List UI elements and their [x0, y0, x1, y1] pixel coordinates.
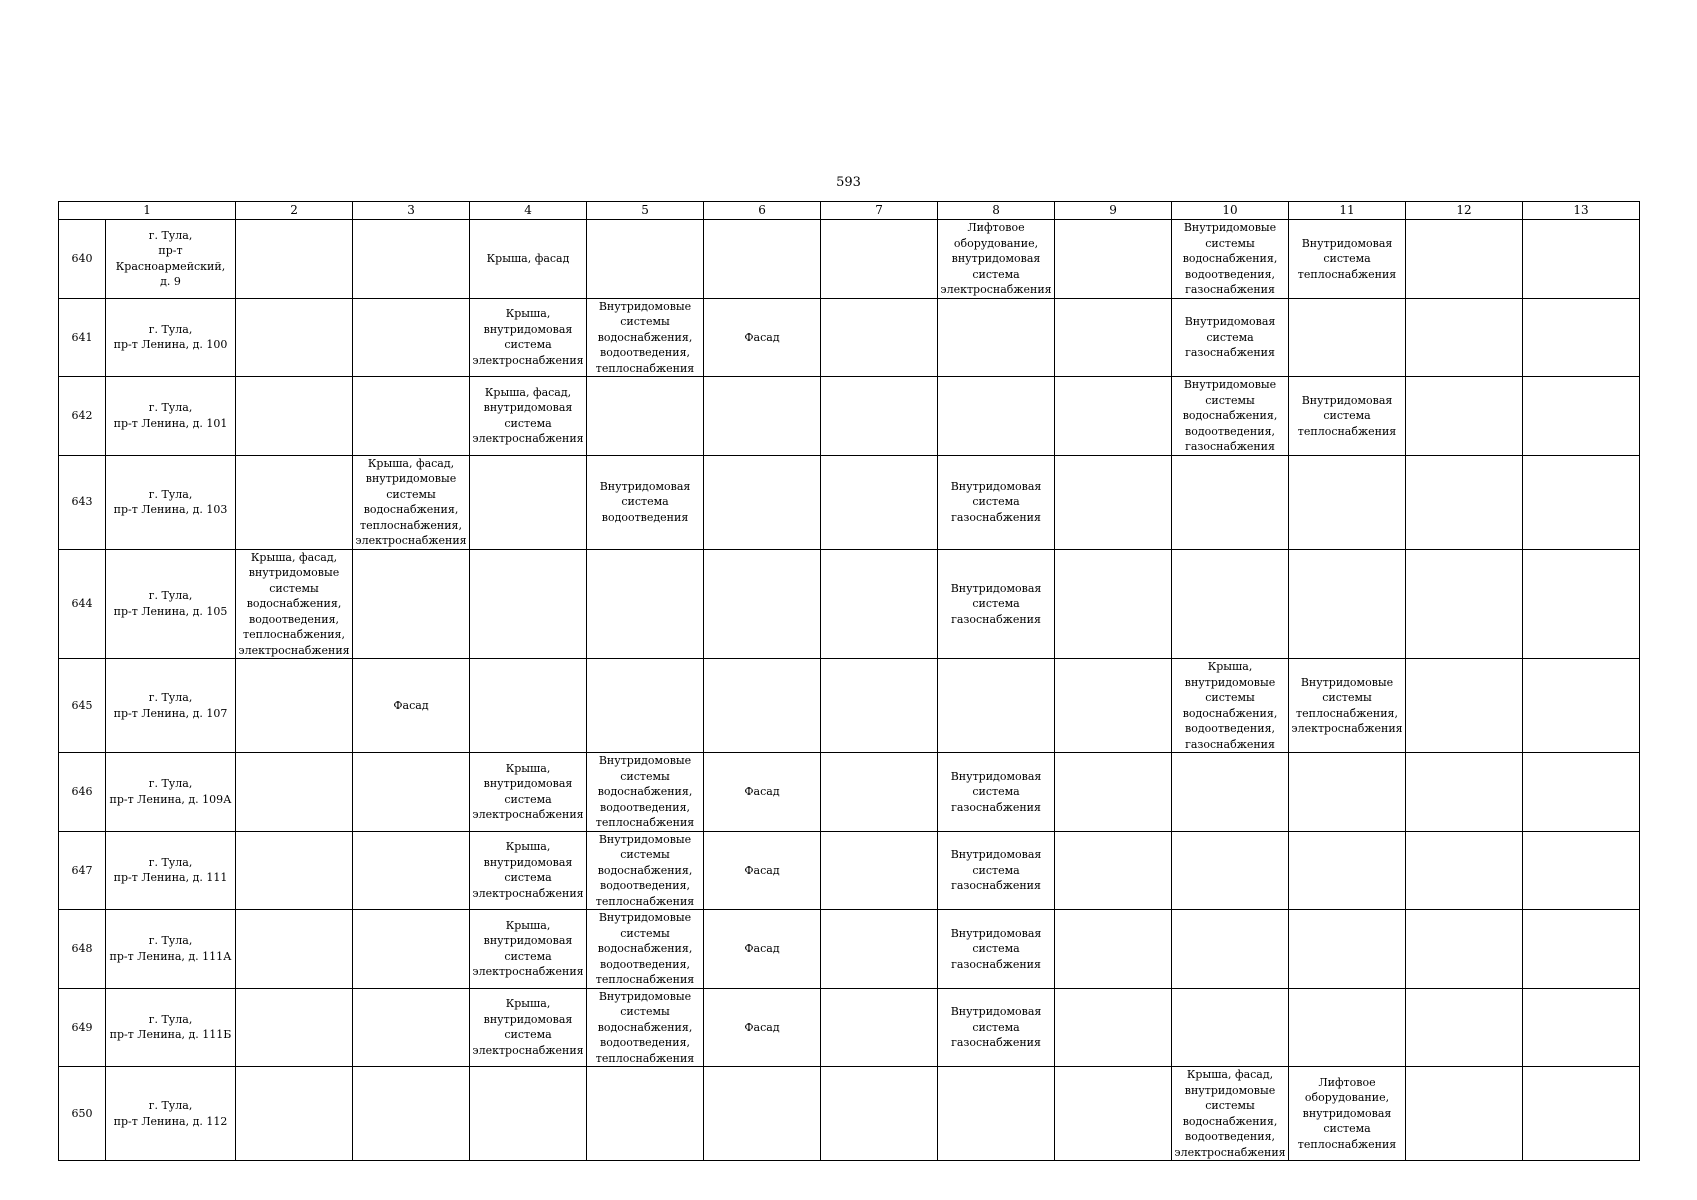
- col-3-cell: [353, 298, 470, 377]
- col-8-cell: Внутридомовая система газоснабжения: [938, 910, 1055, 989]
- table-row: [59, 831, 1640, 910]
- col-5-cell: Внутридомовые системы водоснабжения, водоотведения, теплоснабжения: [587, 298, 704, 377]
- col-11-cell: [1289, 753, 1406, 832]
- address-cell: г. Тула, пр-т Ленина, д. 101: [106, 377, 236, 456]
- col-3-cell: [353, 220, 470, 299]
- col-12-cell: [1406, 220, 1523, 299]
- col-2-cell: [236, 659, 353, 753]
- col-4-cell: Крыша, внутридомовая система электроснабжения: [470, 753, 587, 832]
- address-cell: г. Тула, пр-т Ленина, д. 112: [106, 1067, 236, 1161]
- col-10-cell: [1172, 753, 1289, 832]
- col-12-cell: [1406, 455, 1523, 549]
- col-3-cell: [353, 910, 470, 989]
- table-row: [59, 377, 1640, 456]
- col-10-cell: [1172, 455, 1289, 549]
- col-10-cell: [1172, 910, 1289, 989]
- col-13-cell: [1523, 377, 1640, 456]
- col-3-cell: [353, 1067, 470, 1161]
- table-row: [59, 1067, 1640, 1161]
- col-8-cell: Внутридомовая система газоснабжения: [938, 988, 1055, 1067]
- col-9-cell: [1055, 298, 1172, 377]
- col-12-cell: [1406, 659, 1523, 753]
- col-10-cell: [1172, 831, 1289, 910]
- col-3-cell: [353, 377, 470, 456]
- address-cell: г. Тула, пр-т Ленина, д. 111Б: [106, 988, 236, 1067]
- col-9-cell: [1055, 659, 1172, 753]
- column-header: 5: [587, 202, 704, 220]
- col-8-cell: Внутридомовая система газоснабжения: [938, 549, 1055, 659]
- row-number: 643: [59, 455, 106, 549]
- col-12-cell: [1406, 831, 1523, 910]
- col-13-cell: [1523, 753, 1640, 832]
- column-header: 6: [704, 202, 821, 220]
- row-number: 644: [59, 549, 106, 659]
- col-11-cell: [1289, 549, 1406, 659]
- col-6-cell: Фасад: [704, 988, 821, 1067]
- col-2-cell: [236, 377, 353, 456]
- col-6-cell: [704, 220, 821, 299]
- col-13-cell: [1523, 988, 1640, 1067]
- col-2-cell: Крыша, фасад, внутридомовые системы водоснабжения, водоотведения, теплоснабжения, электроснабжения: [236, 549, 353, 659]
- col-9-cell: [1055, 910, 1172, 989]
- col-13-cell: [1523, 220, 1640, 299]
- column-header: 8: [938, 202, 1055, 220]
- col-3-cell: Крыша, фасад, внутридомовые системы водоснабжения, теплоснабжения, электроснабжения: [353, 455, 470, 549]
- col-6-cell: [704, 455, 821, 549]
- col-9-cell: [1055, 1067, 1172, 1161]
- col-7-cell: [821, 831, 938, 910]
- column-header: 7: [821, 202, 938, 220]
- col-9-cell: [1055, 455, 1172, 549]
- table-row: [59, 910, 1640, 989]
- col-5-cell: Внутридомовая система водоотведения: [587, 455, 704, 549]
- col-7-cell: [821, 910, 938, 989]
- column-header: 10: [1172, 202, 1289, 220]
- col-9-cell: [1055, 549, 1172, 659]
- table-row: [59, 298, 1640, 377]
- col-7-cell: [821, 549, 938, 659]
- column-header: 4: [470, 202, 587, 220]
- col-2-cell: [236, 455, 353, 549]
- col-3-cell: [353, 988, 470, 1067]
- table-row: [59, 659, 1640, 753]
- col-5-cell: Внутридомовые системы водоснабжения, водоотведения, теплоснабжения: [587, 753, 704, 832]
- page-number: 593: [836, 175, 861, 190]
- col-4-cell: Крыша, внутридомовая система электроснабжения: [470, 988, 587, 1067]
- col-7-cell: [821, 1067, 938, 1161]
- col-13-cell: [1523, 1067, 1640, 1161]
- row-number: 649: [59, 988, 106, 1067]
- col-9-cell: [1055, 220, 1172, 299]
- col-8-cell: [938, 298, 1055, 377]
- address-cell: г. Тула, пр-т Ленина, д. 111А: [106, 910, 236, 989]
- col-6-cell: [704, 659, 821, 753]
- column-header: 3: [353, 202, 470, 220]
- col-7-cell: [821, 220, 938, 299]
- col-10-cell: Крыша, фасад, внутридомовые системы водоснабжения, водоотведения, электроснабжения: [1172, 1067, 1289, 1161]
- col-6-cell: Фасад: [704, 831, 821, 910]
- row-number: 640: [59, 220, 106, 299]
- col-2-cell: [236, 753, 353, 832]
- col-8-cell: Лифтовое оборудование, внутридомовая система электроснабжения: [938, 220, 1055, 299]
- col-13-cell: [1523, 831, 1640, 910]
- col-13-cell: [1523, 659, 1640, 753]
- col-3-cell: Фасад: [353, 659, 470, 753]
- col-12-cell: [1406, 298, 1523, 377]
- col-9-cell: [1055, 988, 1172, 1067]
- col-8-cell: [938, 1067, 1055, 1161]
- address-cell: г. Тула, пр-т Красноармейский, д. 9: [106, 220, 236, 299]
- col-12-cell: [1406, 988, 1523, 1067]
- column-header: 13: [1523, 202, 1640, 220]
- column-header: 11: [1289, 202, 1406, 220]
- table-row: [59, 988, 1640, 1067]
- column-header: 1: [59, 202, 236, 220]
- col-11-cell: [1289, 455, 1406, 549]
- col-2-cell: [236, 298, 353, 377]
- col-9-cell: [1055, 377, 1172, 456]
- col-13-cell: [1523, 910, 1640, 989]
- col-9-cell: [1055, 831, 1172, 910]
- col-8-cell: Внутридомовая система газоснабжения: [938, 455, 1055, 549]
- address-cell: г. Тула, пр-т Ленина, д. 109А: [106, 753, 236, 832]
- col-8-cell: Внутридомовая система газоснабжения: [938, 831, 1055, 910]
- col-2-cell: [236, 220, 353, 299]
- col-7-cell: [821, 753, 938, 832]
- col-5-cell: [587, 377, 704, 456]
- table-row: [59, 455, 1640, 549]
- col-3-cell: [353, 549, 470, 659]
- col-5-cell: [587, 220, 704, 299]
- table-row: [59, 220, 1640, 299]
- col-10-cell: Внутридомовые системы водоснабжения, водоотведения, газоснабжения: [1172, 377, 1289, 456]
- col-5-cell: [587, 1067, 704, 1161]
- col-5-cell: [587, 659, 704, 753]
- col-11-cell: [1289, 910, 1406, 989]
- col-3-cell: [353, 831, 470, 910]
- col-6-cell: [704, 549, 821, 659]
- col-5-cell: Внутридомовые системы водоснабжения, водоотведения, теплоснабжения: [587, 910, 704, 989]
- row-number: 642: [59, 377, 106, 456]
- address-cell: г. Тула, пр-т Ленина, д. 100: [106, 298, 236, 377]
- col-11-cell: Внутридомовая система теплоснабжения: [1289, 220, 1406, 299]
- col-13-cell: [1523, 298, 1640, 377]
- col-10-cell: Внутридомовая система газоснабжения: [1172, 298, 1289, 377]
- col-10-cell: [1172, 549, 1289, 659]
- column-header-row: [59, 202, 1640, 220]
- col-11-cell: Внутридомовые системы теплоснабжения, электроснабжения: [1289, 659, 1406, 753]
- col-4-cell: Крыша, фасад, внутридомовая система электроснабжения: [470, 377, 587, 456]
- address-cell: г. Тула, пр-т Ленина, д. 107: [106, 659, 236, 753]
- col-2-cell: [236, 831, 353, 910]
- col-11-cell: [1289, 298, 1406, 377]
- col-11-cell: [1289, 831, 1406, 910]
- address-cell: г. Тула, пр-т Ленина, д. 103: [106, 455, 236, 549]
- column-header: 9: [1055, 202, 1172, 220]
- col-2-cell: [236, 988, 353, 1067]
- col-12-cell: [1406, 377, 1523, 456]
- col-5-cell: Внутридомовые системы водоснабжения, водоотведения, теплоснабжения: [587, 831, 704, 910]
- col-11-cell: Лифтовое оборудование, внутридомовая система теплоснабжения: [1289, 1067, 1406, 1161]
- row-number: 648: [59, 910, 106, 989]
- row-number: 645: [59, 659, 106, 753]
- col-7-cell: [821, 659, 938, 753]
- row-number: 641: [59, 298, 106, 377]
- col-12-cell: [1406, 549, 1523, 659]
- col-11-cell: [1289, 988, 1406, 1067]
- col-5-cell: Внутридомовые системы водоснабжения, водоотведения, теплоснабжения: [587, 988, 704, 1067]
- col-5-cell: [587, 549, 704, 659]
- col-13-cell: [1523, 549, 1640, 659]
- col-4-cell: [470, 1067, 587, 1161]
- col-4-cell: [470, 659, 587, 753]
- col-9-cell: [1055, 753, 1172, 832]
- col-4-cell: Крыша, внутридомовая система электроснабжения: [470, 831, 587, 910]
- col-10-cell: Крыша, внутридомовые системы водоснабжения, водоотведения, газоснабжения: [1172, 659, 1289, 753]
- col-4-cell: [470, 455, 587, 549]
- col-10-cell: Внутридомовые системы водоснабжения, водоотведения, газоснабжения: [1172, 220, 1289, 299]
- col-6-cell: Фасад: [704, 753, 821, 832]
- col-6-cell: Фасад: [704, 910, 821, 989]
- col-6-cell: Фасад: [704, 298, 821, 377]
- col-4-cell: Крыша, фасад: [470, 220, 587, 299]
- column-header: 2: [236, 202, 353, 220]
- col-6-cell: [704, 1067, 821, 1161]
- col-11-cell: Внутридомовая система теплоснабжения: [1289, 377, 1406, 456]
- col-3-cell: [353, 753, 470, 832]
- table-row: [59, 753, 1640, 832]
- col-7-cell: [821, 377, 938, 456]
- col-12-cell: [1406, 910, 1523, 989]
- col-4-cell: [470, 549, 587, 659]
- column-header: 12: [1406, 202, 1523, 220]
- col-7-cell: [821, 988, 938, 1067]
- col-8-cell: [938, 377, 1055, 456]
- row-number: 647: [59, 831, 106, 910]
- col-2-cell: [236, 910, 353, 989]
- col-2-cell: [236, 1067, 353, 1161]
- row-number: 650: [59, 1067, 106, 1161]
- col-7-cell: [821, 455, 938, 549]
- col-12-cell: [1406, 1067, 1523, 1161]
- col-10-cell: [1172, 988, 1289, 1067]
- col-6-cell: [704, 377, 821, 456]
- register-table: [58, 201, 1640, 1161]
- table-row: [59, 549, 1640, 659]
- row-number: 646: [59, 753, 106, 832]
- col-8-cell: Внутридомовая система газоснабжения: [938, 753, 1055, 832]
- col-7-cell: [821, 298, 938, 377]
- col-8-cell: [938, 659, 1055, 753]
- col-4-cell: Крыша, внутридомовая система электроснабжения: [470, 910, 587, 989]
- col-13-cell: [1523, 455, 1640, 549]
- col-12-cell: [1406, 753, 1523, 832]
- col-4-cell: Крыша, внутридомовая система электроснабжения: [470, 298, 587, 377]
- address-cell: г. Тула, пр-т Ленина, д. 105: [106, 549, 236, 659]
- address-cell: г. Тула, пр-т Ленина, д. 111: [106, 831, 236, 910]
